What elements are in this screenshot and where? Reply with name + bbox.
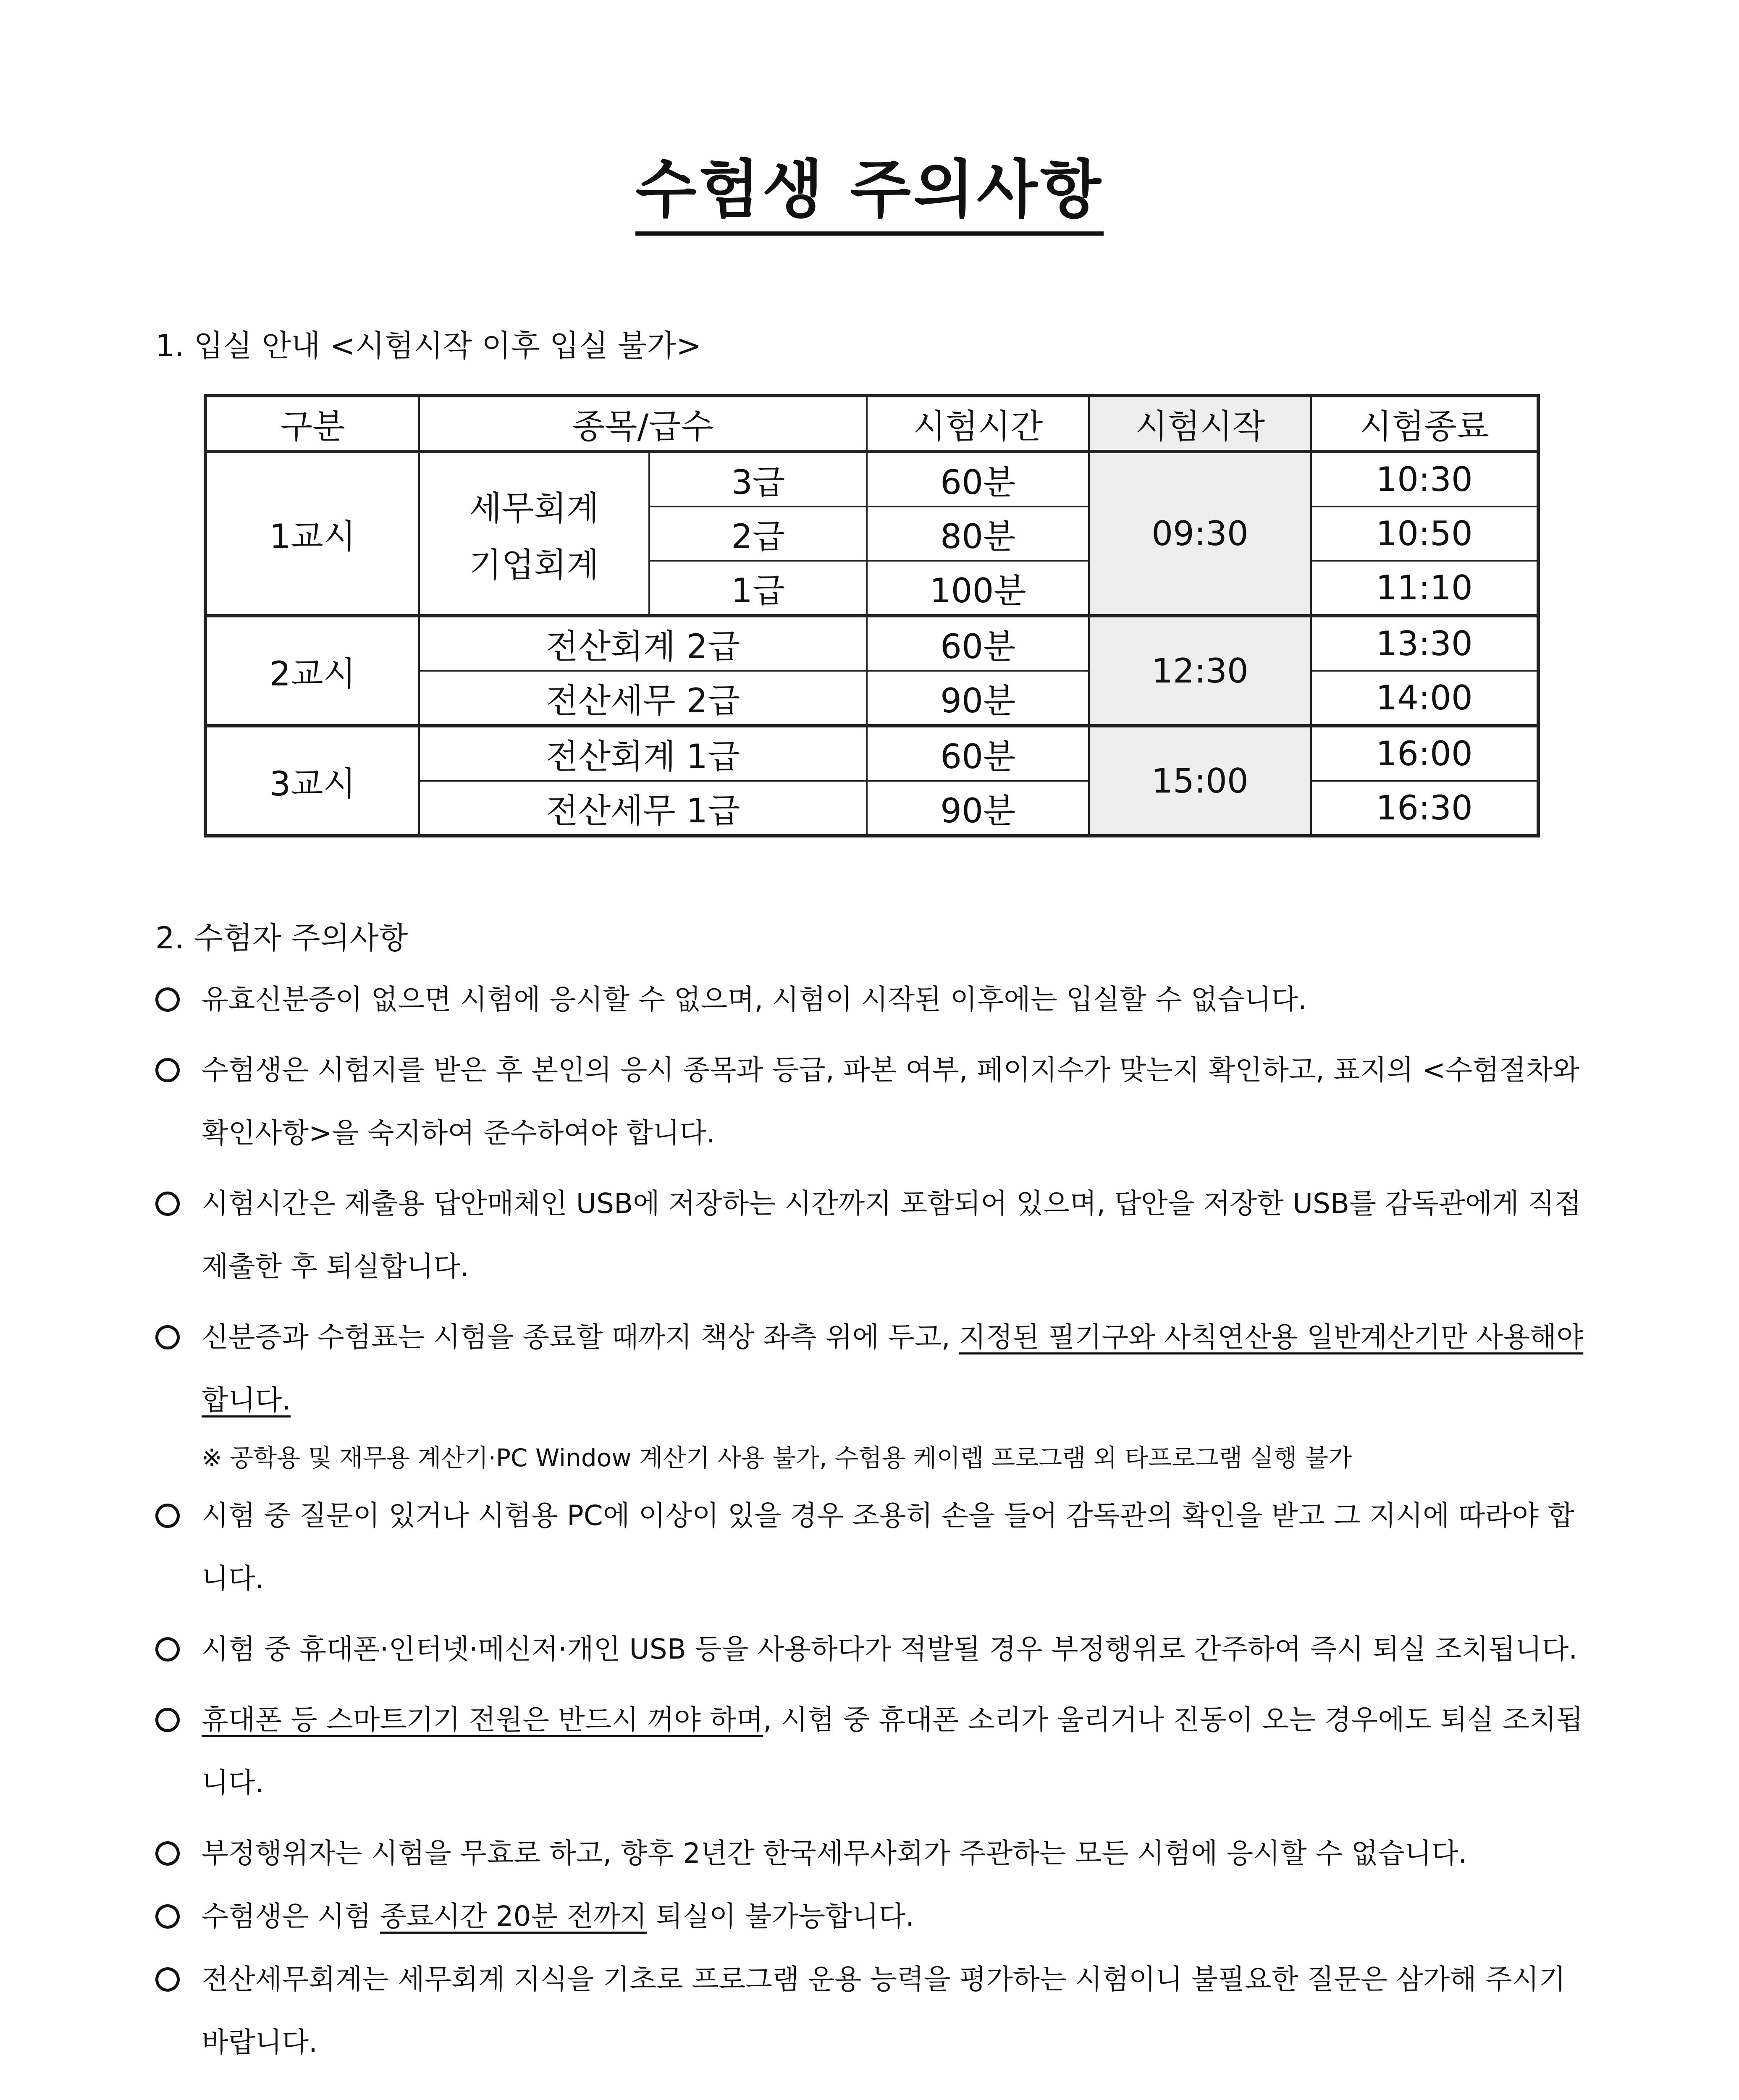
subject-cell: 전산회계 1급 xyxy=(419,726,867,781)
notice-text: 부정행위자는 시험을 무효로 하고, 향후 2년간 한국세무사회가 주관하는 모든 시험에 응시할 수 없습니다. xyxy=(202,1837,1467,1869)
notice-text: 수험생은 시험 xyxy=(202,1900,380,1932)
start-time-cell: 09:30 xyxy=(1089,452,1311,616)
circle-bullet-icon xyxy=(155,1504,180,1528)
circle-bullet-icon xyxy=(155,1192,180,1216)
list-item xyxy=(155,1822,1596,1885)
grade-cell: 1급 xyxy=(649,561,867,616)
duration-cell: 80분 xyxy=(867,507,1089,561)
list-item xyxy=(155,968,1596,1031)
session-label: 3교시 xyxy=(205,726,419,836)
list-item xyxy=(155,1618,1596,1681)
list-item xyxy=(155,1688,1596,1814)
list-item xyxy=(155,1948,1596,2074)
circle-bullet-icon xyxy=(155,1967,180,1992)
session-label: 2교시 xyxy=(205,616,419,726)
list-item xyxy=(155,1306,1596,1432)
duration-cell: 90분 xyxy=(867,671,1089,726)
subject-cell: 전산세무 1급 xyxy=(419,781,867,836)
table-row xyxy=(205,452,1538,507)
start-time-cell: 15:00 xyxy=(1089,726,1311,836)
grade-cell: 3급 xyxy=(649,452,867,507)
end-time-cell: 13:30 xyxy=(1311,616,1538,671)
list-item xyxy=(155,1484,1596,1610)
notice-text: , 시험 중 휴대폰 소리가 울리거나 진동이 오는 경우에도 퇴실 조치됩니다. xyxy=(202,1704,1583,1799)
duration-cell: 100분 xyxy=(867,561,1089,616)
notice-underlined-text: 휴대폰 등 스마트기기 전원은 반드시 꺼야 하며 xyxy=(202,1704,763,1736)
duration-cell: 60분 xyxy=(867,452,1089,507)
section1-heading: 1. 입실 안내 <시험시작 이후 입실 불가> xyxy=(155,328,702,363)
calculator-subnote: ※ 공학용 및 재무용 계산기·PC Window 계산기 사용 불가, 수험용 케이렙 프로그램 외 타프로그램 실행 불가 xyxy=(202,1444,1352,1472)
duration-cell: 60분 xyxy=(867,726,1089,781)
notice-text: 신분증과 수험표는 시험을 종료할 때까지 책상 좌측 위에 두고, xyxy=(202,1321,959,1353)
table-row xyxy=(205,616,1538,671)
circle-bullet-icon xyxy=(155,1904,180,1929)
table-header-row xyxy=(205,396,1538,452)
circle-bullet-icon xyxy=(155,1841,180,1866)
notice-underlined-text: 지정된 필기구와 사칙연산용 일반계산기만 사용해야 합니다. xyxy=(202,1321,1584,1416)
start-time-cell: 12:30 xyxy=(1089,616,1311,726)
end-time-cell: 11:10 xyxy=(1311,561,1538,616)
exam-schedule-table xyxy=(204,394,1540,837)
header-end: 시험종료 xyxy=(1311,396,1538,452)
header-duration: 시험시간 xyxy=(867,396,1089,452)
list-item xyxy=(155,1039,1596,1165)
circle-bullet-icon xyxy=(155,1637,180,1662)
notice-underlined-text: 종료시간 20분 전까지 xyxy=(380,1900,647,1932)
header-start: 시험시작 xyxy=(1089,396,1311,452)
end-time-cell: 10:30 xyxy=(1311,452,1538,507)
end-time-cell: 16:30 xyxy=(1311,781,1538,836)
page-title: 수험생 주의사항 xyxy=(0,139,1739,229)
duration-cell: 90분 xyxy=(867,781,1089,836)
header-subject: 종목/급수 xyxy=(419,396,867,452)
end-time-cell: 16:00 xyxy=(1311,726,1538,781)
notice-text: 전산세무회계는 세무회계 지식을 기초로 프로그램 운용 능력을 평가하는 시험이니 불필요한 질문은 삼가해 주시기 바랍니다. xyxy=(202,1963,1566,2058)
subject-cell: 전산회계 2급 xyxy=(419,616,867,671)
notice-text: 시험시간은 제출용 답안매체인 USB에 저장하는 시간까지 포함되어 있으며, 답안을 저장한 USB를 감독관에게 직접 제출한 후 퇴실합니다. xyxy=(202,1187,1582,1283)
list-item xyxy=(155,1885,1596,1948)
circle-bullet-icon xyxy=(155,1058,180,1082)
section2-heading: 2. 수험자 주의사항 xyxy=(155,920,408,956)
notice-text: 퇴실이 불가능합니다. xyxy=(647,1900,915,1932)
circle-bullet-icon xyxy=(155,1708,180,1732)
notice-text: 유효신분증이 없으면 시험에 응시할 수 없으며, 시험이 시작된 이후에는 입실할 수 없습니다. xyxy=(202,983,1307,1016)
header-category: 구분 xyxy=(205,396,419,452)
session-label: 1교시 xyxy=(205,452,419,616)
subject-name: 기업회계 xyxy=(469,545,599,585)
end-time-cell: 14:00 xyxy=(1311,671,1538,726)
notice-text: 수험생은 시험지를 받은 후 본인의 응시 종목과 등급, 파본 여부, 페이지수가 맞는지 확인하고, 표지의 <수험절차와 확인사항>을 숙지하여 준수하여야 합니다. xyxy=(202,1054,1579,1149)
subject-cell: 전산세무 2급 xyxy=(419,671,867,726)
list-item xyxy=(155,1172,1596,1298)
table-row xyxy=(205,726,1538,781)
notice-text: 시험 중 휴대폰·인터넷·메신저·개인 USB 등을 사용하다가 적발될 경우 부정행위로 간주하여 즉시 퇴실 조치됩니다. xyxy=(202,1633,1578,1665)
grade-cell: 2급 xyxy=(649,507,867,561)
notice-list xyxy=(155,968,1596,2074)
circle-bullet-icon xyxy=(155,1325,180,1349)
duration-cell: 60분 xyxy=(867,616,1089,671)
session1-subjects xyxy=(419,452,649,616)
end-time-cell: 10:50 xyxy=(1311,507,1538,561)
subject-name: 세무회계 xyxy=(469,488,599,528)
notice-text: 시험 중 질문이 있거나 시험용 PC에 이상이 있을 경우 조용히 손을 들어 감독관의 확인을 받고 그 지시에 따라야 합니다. xyxy=(202,1499,1574,1595)
circle-bullet-icon xyxy=(155,987,180,1012)
